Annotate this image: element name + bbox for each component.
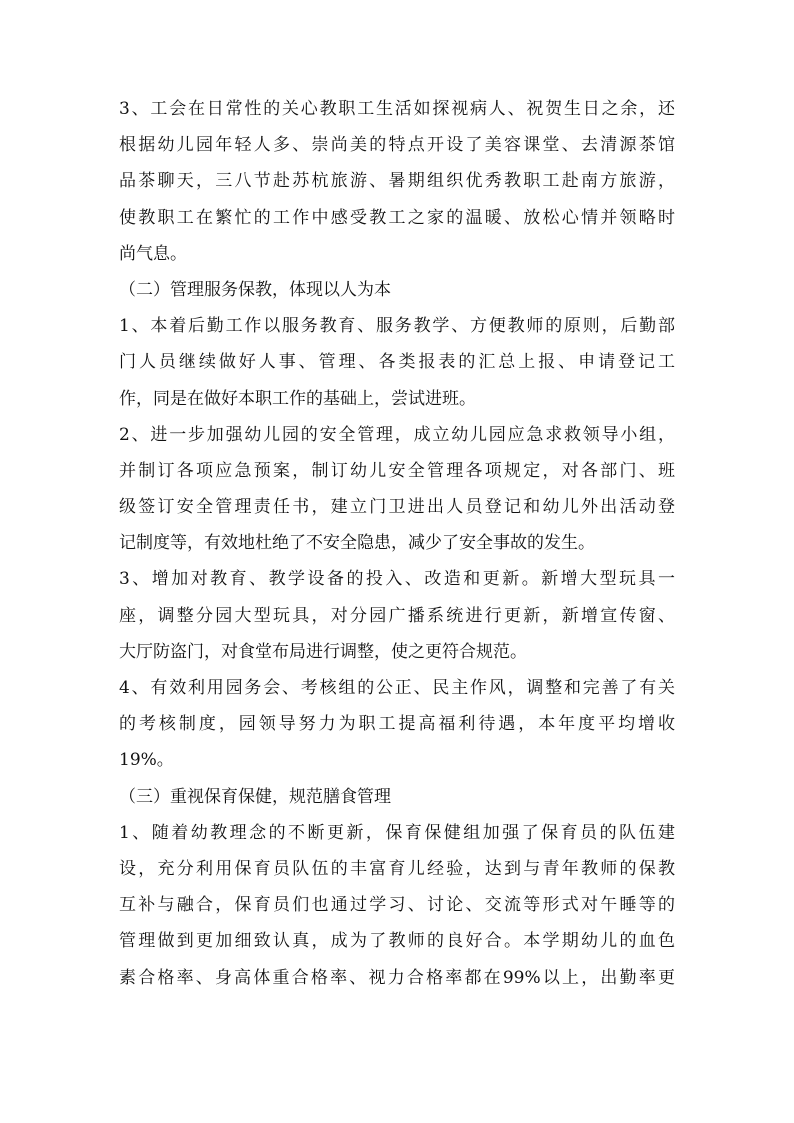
text-line: 4、有效利用园务会、考核组的公正、民主作风，调整和完善了有关	[119, 678, 675, 698]
text-line: 记制度等，有效地杜绝了不安全隐患，减少了安全事故的发生。	[119, 533, 595, 554]
text-line: 使教职工在繁忙的工作中感受教工之家的温暖、放松心情并领略时	[119, 207, 675, 228]
text-line: 素合格率、身高体重合格率、视力合格率都在99%以上，出勤率更	[119, 967, 675, 988]
text-line: 1、本着后勤工作以服务教育、服务教学、方便教师的原则，后勤部	[119, 316, 675, 337]
text-line: 管理做到更加细致认真，成为了教师的良好合。本学期幼儿的血色	[119, 931, 675, 952]
text-line: 19%。	[119, 750, 174, 771]
text-line: 根据幼儿园年轻人多、崇尚美的特点开设了美容课堂、去清源茶馆	[119, 135, 675, 156]
text-line: 并制订各项应急预案，制订幼儿安全管理各项规定，对各部门、班	[119, 460, 675, 481]
document-body	[119, 91, 675, 996]
section-heading: （三）重视保育保健，规范膳食管理	[119, 786, 391, 807]
section-heading: （二）管理服务保教，体现以人为本	[119, 279, 391, 300]
text-line: 1、随着幼教理念的不断更新，保育保健组加强了保育员的队伍建	[119, 822, 675, 843]
text-line: 品茶聊天，三八节赴苏杭旅游、暑期组织优秀教职工赴南方旅游，	[119, 171, 675, 192]
text-line: 的考核制度，园领导努力为职工提高福利待遇，本年度平均增收	[119, 714, 675, 735]
text-line: 3、增加对教育、教学设备的投入、改造和更新。新增大型玩具一	[119, 569, 675, 590]
text-line: 互补与融合，保育员们也通过学习、讨论、交流等形式对午睡等的	[119, 895, 675, 916]
text-line: 大厅防盗门，对食堂布局进行调整，使之更符合规范。	[119, 641, 527, 662]
text-line: 作，同是在做好本职工作的基础上，尝试进班。	[119, 388, 476, 409]
text-line: 设，充分利用保育员队伍的丰富育儿经验，达到与青年教师的保教	[119, 858, 675, 879]
text-line: 3、工会在日常性的关心教职工生活如探视病人、祝贺生日之余，还	[119, 99, 675, 119]
text-line: 级签订安全管理责任书，建立门卫进出人员登记和幼儿外出活动登	[119, 497, 675, 518]
text-line: 座，调整分园大型玩具，对分园广播系统进行更新，新增宣传窗、	[119, 605, 675, 626]
text-line: 2、进一步加强幼儿园的安全管理，成立幼儿园应急求救领导小组，	[119, 424, 675, 445]
text-line: 门人员继续做好人事、管理、各类报表的汇总上报、申请登记工	[119, 352, 675, 373]
text-line: 尚气息。	[119, 243, 187, 264]
